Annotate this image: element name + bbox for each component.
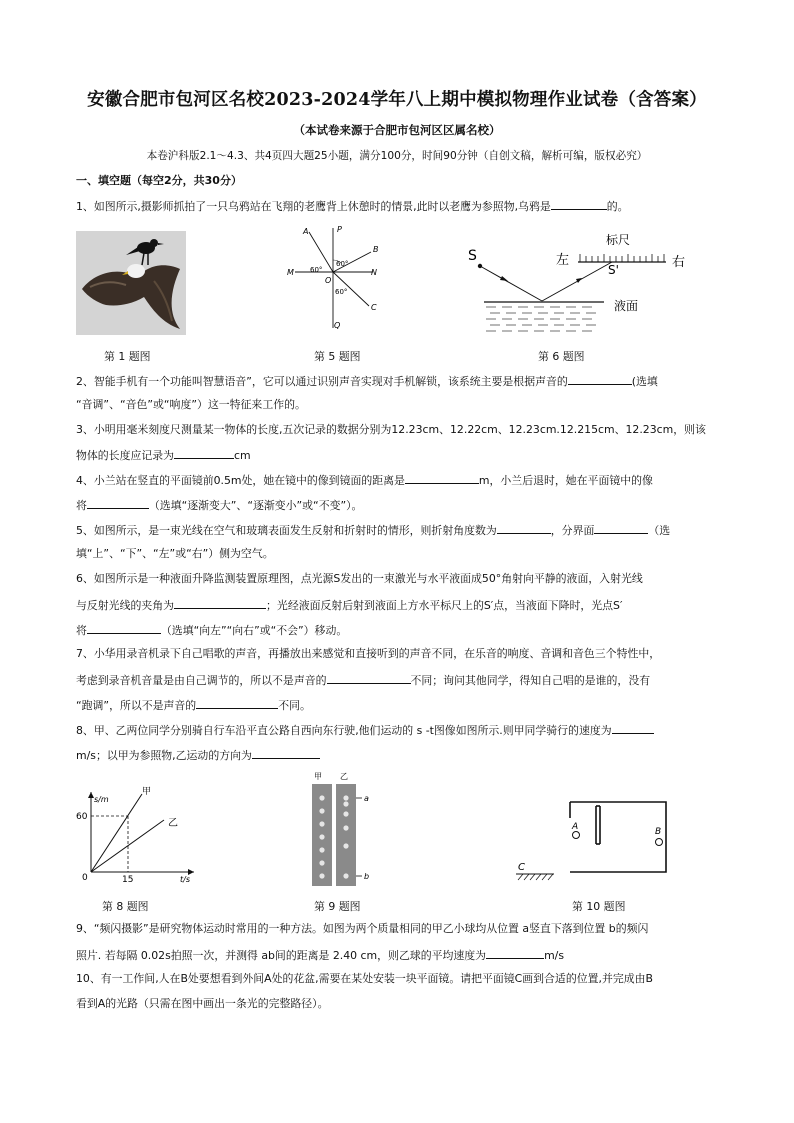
- q5-text: 5、如图所示，是一束光线在空气和玻璃表面发生反射和折射时的情形，则折射角度数为: [76, 524, 497, 537]
- fig5-label-C: C: [371, 303, 377, 312]
- q8-text-2: m/s；以甲为参照物,乙运动的方向为: [76, 749, 252, 762]
- question-8: [76, 722, 654, 738]
- q1-text-end: 的。: [606, 200, 629, 213]
- fig9-caption: 第 9 题图: [314, 900, 361, 913]
- question-9-cont: [76, 947, 564, 963]
- q5-text-2: ，分界面: [550, 524, 595, 537]
- q7-text-2: 不同；询问其他同学，得知自己唱的是谁的，没有: [410, 674, 651, 687]
- answer-blank[interactable]: [174, 447, 234, 459]
- answer-blank[interactable]: [87, 497, 149, 509]
- answer-blank[interactable]: [174, 597, 266, 609]
- fig8-caption: 第 8 题图: [102, 900, 149, 913]
- fig5-label-O: O: [325, 276, 332, 285]
- fig6-label-S-prime: S': [608, 263, 619, 277]
- fig6-ruler-ticks: [580, 254, 664, 262]
- q8-text: 8、甲、乙两位同学分别骑自行车沿平直公路自西向东行驶,他们运动的 s -t图像如图所示.则甲同学骑行的速度为: [76, 724, 612, 737]
- question-3-cont: [76, 447, 251, 463]
- fig6-label-right: 右: [672, 255, 686, 270]
- fig6-label-S: S: [468, 248, 477, 264]
- q6-text-4: （选填“向左”“向右”或“不会”）移动。: [160, 624, 348, 637]
- fig5-label-M: M: [287, 268, 294, 277]
- q3-unit: cm: [234, 449, 251, 462]
- answer-blank[interactable]: [87, 622, 161, 634]
- q6-text-3: 将: [76, 624, 87, 637]
- q4-text-2: m，小兰后退时，她在平面镜中的像: [478, 474, 653, 487]
- answer-blank[interactable]: [594, 522, 648, 534]
- question-4: [76, 472, 653, 488]
- question-2: [76, 373, 658, 389]
- fig10-ground-hatch: [518, 874, 553, 880]
- fig10-room-diagram: [514, 800, 684, 882]
- answer-blank[interactable]: [405, 472, 479, 484]
- question-9: 9、“频闪摄影”是研究物体运动时常用的一种方法。如图为两个质量相同的甲乙小球均从位置 a竖直下落到位置 b的频闪: [76, 922, 649, 935]
- question-10: 10、有一工作间,人在B处要想看到外间A处的花盆,需要在某处安装一块平面镜。请把平面镜C画到合适的位置,并完成由B: [76, 972, 653, 985]
- fig10-label-C: C: [518, 862, 525, 873]
- fig6-label-left: 左: [556, 253, 570, 268]
- exam-intro: 本卷沪科版2.1～4.3、共4页四大题25小题，满分100分，时间90分钟（自创文稿，解析可编，版权必究）: [146, 150, 648, 162]
- answer-blank[interactable]: [551, 198, 607, 210]
- fig10-label-B: B: [655, 827, 662, 837]
- q5-text-3: （选: [648, 524, 671, 537]
- fig5-angle-2: 60°: [336, 260, 349, 268]
- fig8-label-yi: 乙: [168, 818, 178, 829]
- fig8-origin: 0: [82, 873, 88, 883]
- subtitle: （本试卷来源于合肥市包河区区属名校）: [293, 123, 501, 137]
- q9-text: 照片. 若每隔 0.02s拍照一次，并测得 ab间的距离是 2.40 cm，则乙球的平均速度为: [76, 949, 487, 962]
- fig5-caption: 第 5 题图: [314, 350, 361, 363]
- fig8-xlabel: t/s: [180, 875, 190, 884]
- fig9-strobe-photo: [306, 770, 376, 888]
- question-7: 7、小华用录音机录下自己唱歌的声音，再播放出来感觉和直接听到的声音不同，在乐音的响度、音调和音色三个特性中，: [76, 647, 661, 660]
- question-6: 6、如图所示是一种液面升降监测装置原理图，点光源S发出的一束激光与水平液面成50°角射向平静的液面，入射光线: [76, 572, 643, 585]
- q4-text: 4、小兰站在竖直的平面镜前0.5m处，她在镜中的像到镜面的距离是: [76, 474, 405, 487]
- fig6-label-liquid: 液面: [614, 299, 639, 313]
- q1-text: 1、如图所示,摄影师抓拍了一只乌鸦站在飞翔的老鹰背上休憩时的情景,此时以老鹰为参照物,乌鸦是: [76, 200, 551, 213]
- q6-text-2: ；光经液面反射后射到液面上方水平标尺上的S′点，当液面下降时，光点S′: [266, 599, 623, 612]
- answer-blank[interactable]: [196, 697, 278, 709]
- q7-text-3: “跑调”，所以不是声音的: [76, 699, 197, 712]
- question-2-cont: “音调”、“音色”或“响度”）这一特征来工作的。: [76, 398, 306, 411]
- fig5-label-N: N: [371, 268, 377, 277]
- answer-blank[interactable]: [252, 747, 320, 759]
- q7-text-4: 不同。: [278, 699, 311, 712]
- q3-text: 物体的长度应记录为: [76, 449, 175, 462]
- fig5-diagram: [283, 222, 383, 334]
- answer-blank[interactable]: [327, 672, 411, 684]
- fig6-label-ruler: 标尺: [606, 233, 631, 247]
- fig9-label-yi: 乙: [340, 772, 348, 781]
- question-4-cont: [76, 497, 362, 513]
- fig1-eagle-photo: [76, 231, 186, 335]
- section-heading: 一、填空题（每空2分，共30分）: [76, 174, 242, 187]
- fig6-diagram: [464, 226, 704, 336]
- fig5-label-B: B: [373, 245, 379, 254]
- question-6-cont: [76, 597, 622, 613]
- fig8-tick-60: 60: [76, 812, 88, 822]
- question-8-cont: [76, 747, 320, 763]
- q4-text-3: 将: [76, 499, 87, 512]
- question-6-cont2: [76, 622, 347, 638]
- page-title: 安徽合肥市包河区名校2023-2024学年八上期中模拟物理作业试卷（含答案）: [87, 90, 707, 110]
- fig5-label-Q: Q: [334, 321, 341, 330]
- q6-text: 与反射光线的夹角为: [76, 599, 175, 612]
- fig5-angle-1: 60°: [310, 266, 323, 274]
- fig8-label-jia: 甲: [142, 787, 152, 797]
- fig8-st-graph: [76, 786, 200, 884]
- question-7-cont2: [76, 697, 311, 713]
- fig10-caption: 第 10 题图: [572, 900, 626, 913]
- fig6-liquid-hatch: [486, 307, 596, 331]
- question-5-cont: 填“上”、“下”、“左”或“右”）侧为空气。: [76, 547, 274, 560]
- question-5: [76, 522, 670, 538]
- question-10-cont: 看到A的光路（只需在图中画出一条光的完整路径）。: [76, 997, 329, 1010]
- fig10-label-A: A: [572, 822, 579, 832]
- answer-blank[interactable]: [568, 373, 632, 385]
- q2-text-end: (选填: [631, 375, 658, 388]
- fig9-label-b: b: [364, 872, 370, 881]
- fig1-caption: 第 1 题图: [104, 350, 151, 363]
- question-1: [76, 198, 629, 214]
- answer-blank[interactable]: [486, 947, 544, 959]
- fig9-label-jia: 甲: [314, 772, 322, 781]
- fig5-label-A: A: [303, 227, 309, 236]
- q7-text: 考虑到录音机音量是由自己调节的，所以不是声音的: [76, 674, 327, 687]
- fig5-label-P: P: [337, 225, 342, 234]
- fig8-ylabel: s/m: [94, 795, 109, 804]
- fig6-caption: 第 6 题图: [538, 350, 585, 363]
- fig5-angle-3: 60°: [335, 288, 348, 296]
- fig9-label-a: a: [364, 794, 369, 803]
- fig8-tick-15: 15: [122, 875, 134, 885]
- q9-unit: m/s: [544, 949, 565, 962]
- answer-blank[interactable]: [612, 722, 654, 734]
- q2-text: 2、智能手机有一个功能叫智慧语音”，它可以通过识别声音实现对手机解锁，该系统主要是根据声音的: [76, 375, 568, 388]
- q4-text-4: （选填“逐渐变大”、“逐渐变小”或“不变”）。: [148, 499, 363, 512]
- answer-blank[interactable]: [497, 522, 551, 534]
- question-7-cont: [76, 672, 650, 688]
- question-3: 3、小明用毫米刻度尺测量某一物体的长度,五次记录的数据分别为12.23cm、12.22cm、12.23cm.12.215cm、12.23cm，则该: [76, 423, 706, 436]
